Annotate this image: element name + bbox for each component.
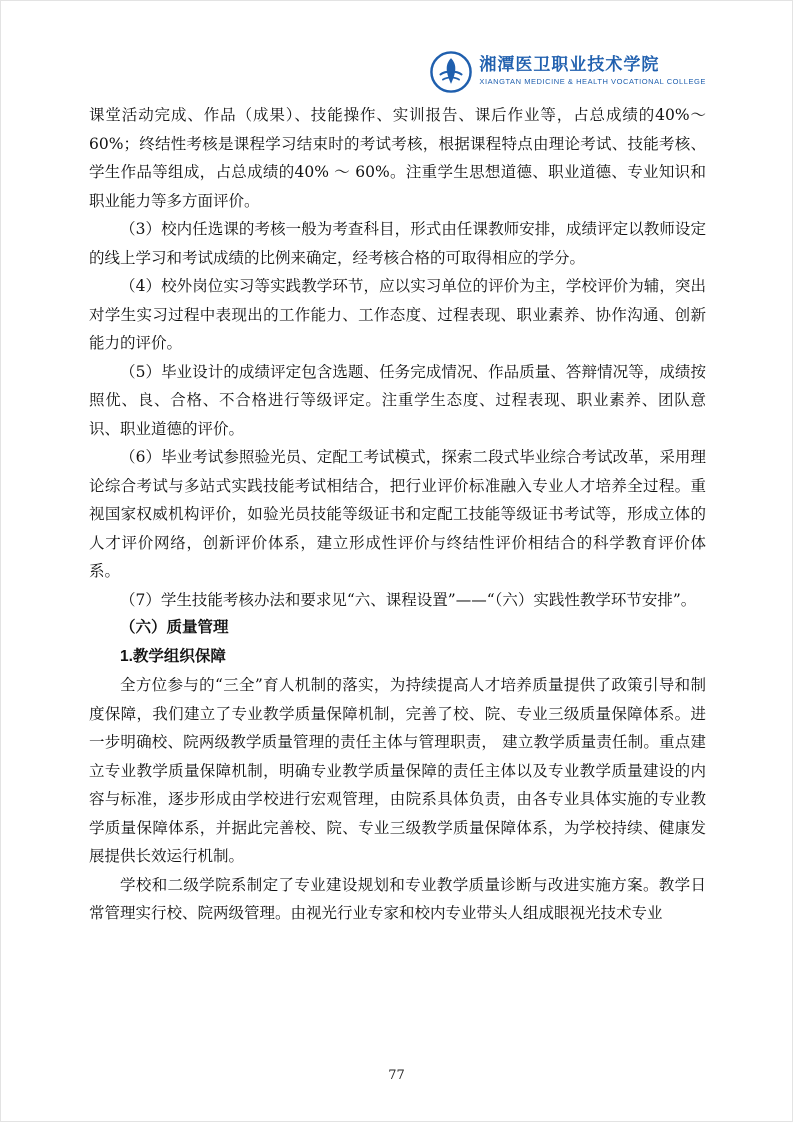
- body-paragraph-item4: （4）校外岗位实习等实践教学环节，应以实习单位的评价为主，学校评价为辅，突出对学生实习过程中表现出的工作能力、工作态度、过程表现、职业素养、协作沟通、创新能力的评价。: [89, 277, 706, 352]
- section-heading-quality-management: （六）质量管理: [120, 619, 229, 636]
- college-header: [430, 51, 706, 93]
- body-paragraph-item6: （6）毕业考试参照验光员、定配工考试模式，探索二段式毕业综合考试改革，采用理论综合考试与多站式实践技能考试相结合，把行业评价标准融入专业人才培养全过程。重视国家权威机构评价，如验光员技能等级证书和定配工技能等级证书考试等，形成立体的人才评价网络，创新评价体系，建立形成性评价与终结性评价相结合的科学教育评价体系。: [89, 448, 706, 580]
- page-number: 77: [388, 1068, 405, 1083]
- page-footer: [1, 1068, 792, 1083]
- body-paragraph-school-management: 学校和二级学院系制定了专业建设规划和专业教学质量诊断与改进实施方案。教学日常管理实行校、院两级管理。由视光行业专家和校内专业带头人组成眼视光技术专业: [89, 875, 706, 922]
- college-name-chinese: 湘潭医卫职业技术学院: [479, 55, 660, 75]
- college-name-english: XIANGTAN MEDICINE & HEALTH VOCATIONAL COLLEGE: [479, 77, 706, 86]
- body-paragraph-continuation: 课堂活动完成、作品（成果）、技能操作、实训报告、课后作业等，占总成绩的40%～60%；终结性考核是课程学习结束时的考试考核，根据课程特点由理论考试、技能考核、学生作品等组成，占总成绩的40% ～ 60%。注重学生思想道德、职业道德、专业知识和职业能力等多方面评价。: [89, 106, 706, 210]
- subsection-heading-teaching-organization: 1.教学组织保障: [120, 647, 226, 665]
- college-logo-icon: [430, 51, 472, 93]
- college-logo-text: [479, 51, 706, 88]
- body-paragraph-item3: （3）校内任选课的考核一般为考查科目，形式由任课教师安排，成绩评定以教师设定的线上学习和考试成绩的比例来确定，经考核合格的可取得相应的学分。: [89, 220, 706, 267]
- document-body: [89, 101, 706, 928]
- body-paragraph-item5: （5）毕业设计的成绩评定包含选题、任务完成情况、作品质量、答辩情况等，成绩按照优、良、合格、不合格进行等级评定。注重学生态度、过程表现、职业素养、团队意识、职业道德的评价。: [89, 362, 706, 438]
- body-paragraph-quality-system: 全方位参与的“三全”育人机制的落实，为持续提高人才培养质量提供了政策引导和制度保障，我们建立了专业教学质量保障机制，完善了校、院、专业三级质量保障体系。进一步明确校、院两级教学质量管理的责任主体与管理职责， 建立教学质量责任制。重点建立专业教学质量保障机制，明确专业教学质量保障的责任主体以及专业教学质量建设的内容与标准，逐步形成由学校进行宏观管理，由院系具体负责，由各专业具体实施的专业教学质量保障体系，并据此完善校、院、专业三级教学质量保障体系，为学校持续、健康发展提供长效运行机制。: [89, 676, 706, 865]
- body-paragraph-item7: （7）学生技能考核办法和要求见“六、课程设置”——“（六）实践性教学环节安排”。: [120, 590, 697, 609]
